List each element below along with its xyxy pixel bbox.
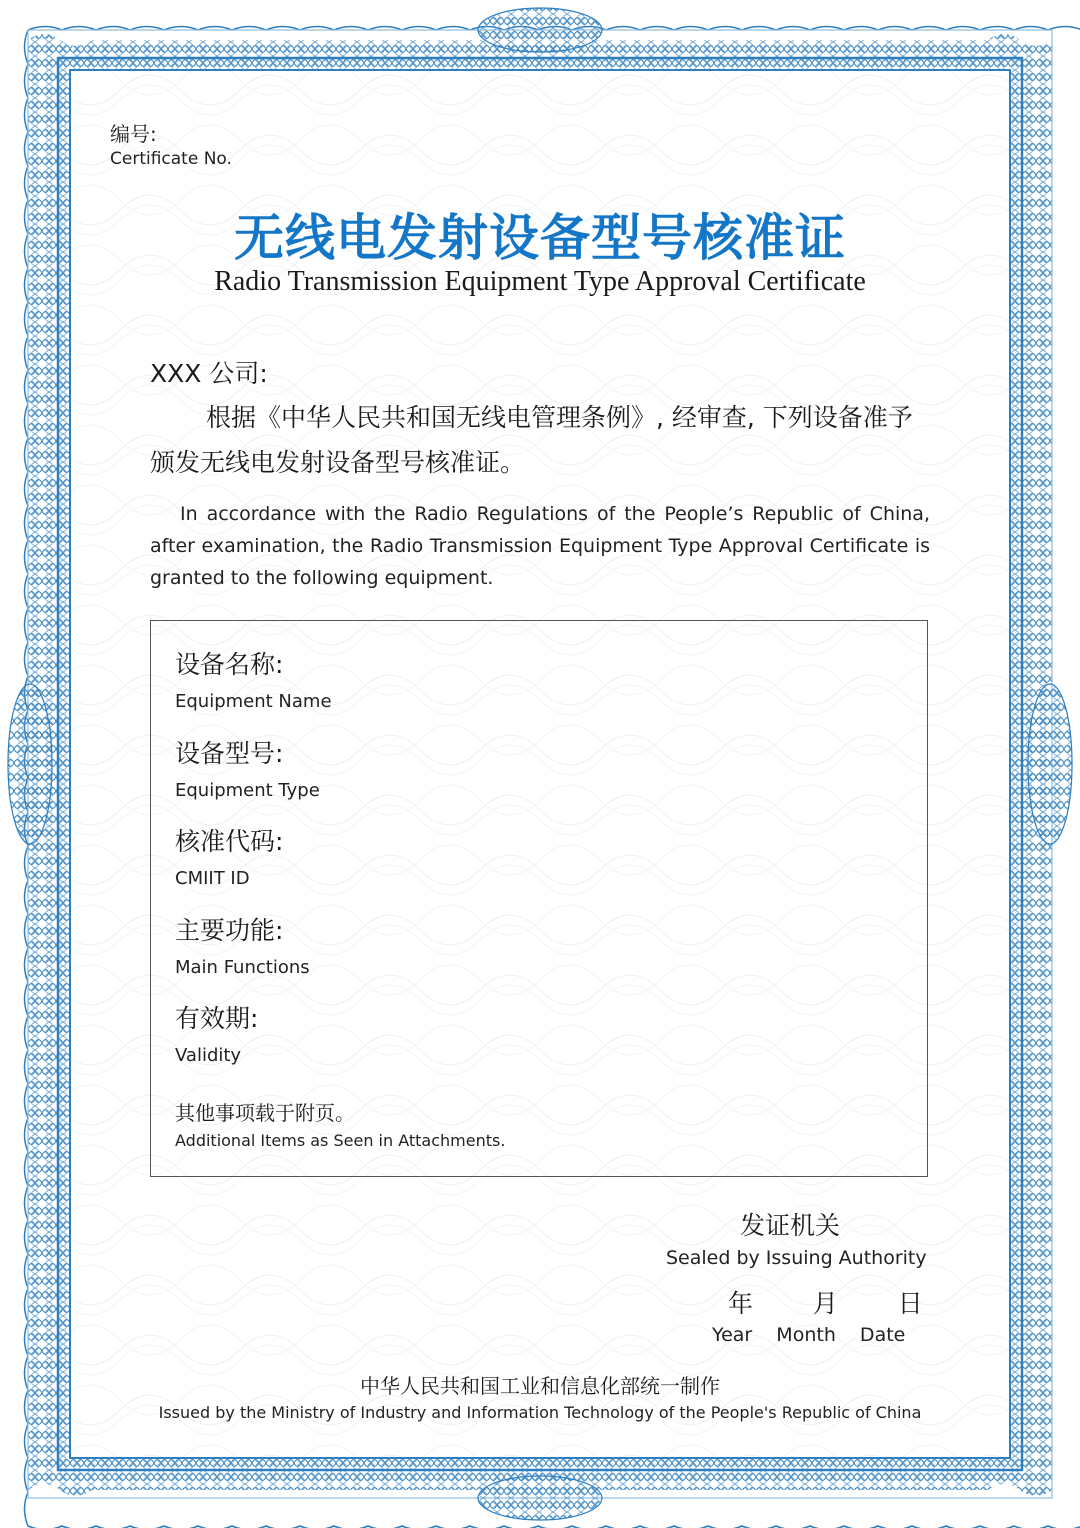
field-label: 主要功能: bbox=[175, 916, 284, 945]
field-label-en: Validity bbox=[175, 1045, 242, 1066]
certificate-no-label: 编号: bbox=[110, 122, 157, 146]
footer-issuer-en: Issued by the Ministry of Industry and Information Technology of the People's Republic of China bbox=[158, 1403, 922, 1422]
field-label: 设备型号: bbox=[175, 739, 284, 768]
issue-date: 年 月 日 bbox=[728, 1289, 923, 1318]
certificate-no-label-en: Certificate No. bbox=[110, 149, 232, 169]
field-cmiit-id bbox=[175, 826, 283, 892]
field-label-en: Equipment Name bbox=[175, 691, 332, 712]
intro-paragraph: 根据《中华人民共和国无线电管理条例》, 经审查, 下列设备准予颁发无线电发射设备型号核准证。 bbox=[150, 403, 913, 477]
field-label-en: Equipment Type bbox=[175, 780, 320, 801]
issuing-authority: 发证机关 bbox=[740, 1211, 841, 1240]
issue-date-en: Year Month Date bbox=[712, 1324, 906, 1346]
field-label-en: CMIIT ID bbox=[175, 868, 250, 889]
field-label: 核准代码: bbox=[175, 827, 284, 856]
intro-paragraph-en: In accordance with the Radio Regulations of the People’s Republic of China, after examination, the Radio Transmission Equipment Type Approval Certificate is granted to the following equipment. bbox=[150, 503, 930, 589]
equipment-fields-box bbox=[150, 620, 928, 1177]
issuing-authority-en: Sealed by Issuing Authority bbox=[666, 1247, 927, 1269]
footer-issuer: 中华人民共和国工业和信息化部统一制作 bbox=[360, 1374, 720, 1398]
field-equipment-name bbox=[175, 649, 332, 715]
addressee: XXX 公司: bbox=[150, 359, 268, 388]
attachments-note-en: Additional Items as Seen in Attachments. bbox=[175, 1131, 506, 1150]
field-label-en: Main Functions bbox=[175, 957, 310, 978]
field-equipment-type bbox=[175, 738, 320, 804]
certificate-title: 无线电发射设备型号核准证 bbox=[234, 209, 846, 267]
field-validity bbox=[175, 1003, 258, 1069]
field-label: 设备名称: bbox=[175, 650, 284, 679]
certificate-title-en: Radio Transmission Equipment Type Approval Certificate bbox=[214, 266, 866, 297]
field-label: 有效期: bbox=[175, 1004, 259, 1033]
attachments-note: 其他事项载于附页。 bbox=[175, 1101, 355, 1125]
field-main-functions bbox=[175, 915, 310, 981]
